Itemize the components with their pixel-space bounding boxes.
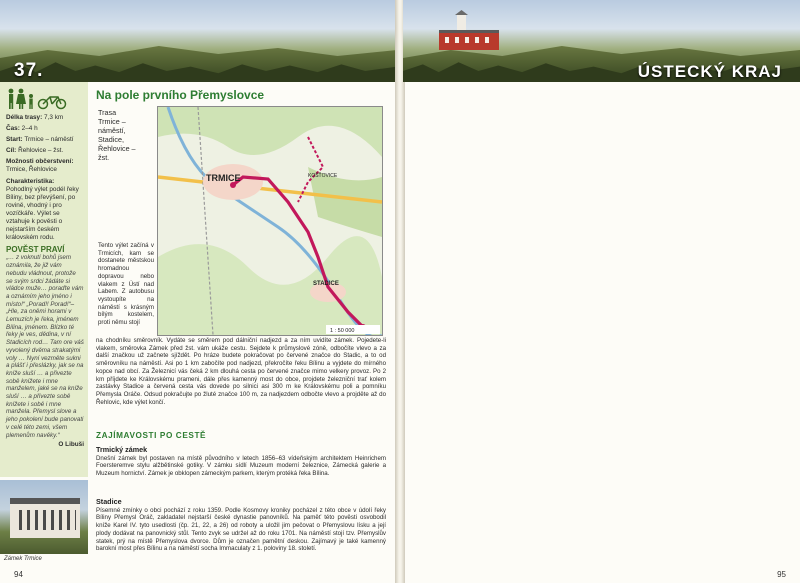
stadice-title: Stadice	[96, 497, 122, 506]
attractions-heading: ZAJÍMAVOSTI PO CESTĚ	[96, 431, 207, 440]
audience-icons	[6, 86, 84, 110]
route-paragraph: na chodníku směrovník. Vydáte se směrem pod dálniční nadjezd a za ním uvidíte zámek. Pojedete-li vlakem, směrovka Zámek před žst. vám ukáže cestu. Sejdete k průmyslové zóně, odbočíte vlevo a za další značkou už začnete sjíždět. Po hráze budete pokračovat po červené značce do Stadic, a to od směrovníku na náměstí. Asi po 1 km zabočíte pod nadjezd, překročíte řeku Bílinu a vyjdete do mírného kopce nad obcí. Za Železnicí vás čeká 2 km dlouhá cesta po červené značce mimo velkery provoz. Po 2 km příjdete ke Královskému prameni, dále přes kamenný most do obce, projdete železniční trať kolem zastávky Stadice a červená cesta vás dovede po silnici asi 300 m ke Královskému poli a pomníku Přemysla Oráče. Odsud pokračujte po žluté značce 100 m, za nadjezdem odbočte vlevo a projděte až do Řehlovic, kde výlet končí.	[96, 337, 386, 406]
route-line: Stadice,	[98, 135, 124, 144]
refresh-label: Možnosti občerstvení:	[6, 158, 74, 166]
time-value: 2–4 h	[21, 125, 38, 133]
mansion-photo	[0, 480, 88, 554]
characteristics-text: Pohodlný výlet podél řeky Bíliny, bez převýšení, po rovině, vhodný i pro vozíčkáře. Výlet se vztahuje k pověsti o nejstarším českém královském rodu.	[6, 185, 79, 242]
right-page	[403, 0, 800, 583]
intro-paragraph: Tento výlet začíná v Trmicích, kam se dostanete městskou hromadnou dopravou nebo vlakem z Ústí nad Labem. Z autobusu vystoupíte na náměstí s krásným bílým kostelem, proti němu stojí	[98, 242, 154, 327]
route-line: žst.	[98, 153, 110, 162]
refresh-value: Trmice, Řehlovice	[6, 166, 57, 174]
family-bike-icon	[6, 88, 70, 110]
stadice-section	[96, 498, 386, 553]
goal-value: Řehlovice – žst.	[18, 147, 64, 155]
legend-source: O Libuši	[58, 441, 84, 449]
route-line: Trmice –	[98, 117, 126, 126]
castle-illustration	[433, 10, 507, 56]
trmice-castle-text: Dnešní zámek byl postaven na místě původního v letech 1856–63 vídeňským architektem Heinrichem Foersteremve stylu alžbětinské gotiky. V zámku sídlí Muzeum moderní železnice, Zámecká galerie a Muzeum hornictví. Zámek je obklopen zámeckým parkem, kterým protéká řeka Bílina.	[96, 454, 386, 478]
route-line: náměstí,	[98, 126, 126, 135]
start-value: Trmice – náměstí	[24, 136, 74, 144]
goal-label: Cíl:	[6, 147, 17, 155]
mansion-photo-caption: Zámek Trmice	[4, 556, 42, 562]
characteristics-label: Charakteristika:	[6, 177, 55, 185]
chapter-number: 37.	[14, 60, 44, 81]
trmice-castle-title: Trmický zámek	[96, 445, 148, 454]
map-label-stadice: STADICE	[313, 281, 339, 287]
route-title: Na pole prvního Přemyslovce	[96, 88, 265, 102]
left-page	[0, 0, 397, 583]
time-label: Čas:	[6, 125, 20, 133]
left-page-number: 94	[14, 570, 23, 579]
route-map	[157, 106, 383, 336]
stadice-text: Písemné zmínky o obci pochází z roku 1359. Podle Kosmovy kroniky pocházel z této obce v údolí řeky Bíliny Přemysl Oráč, zakladatel nejstarší české dynastie panovníků. Na paměť této pověsti osvobodil kníže Karel IV. tyto usedlosti (čp. 21, 22, a 26) od roboty a uložil jim pečovat o Přemyslovu lísku a její plody dodávat na panovnický stůl. Tento zvyk se udržel až do roku 1701. Na náměstí stojí tzv. Přemyslův statek, prý na místě Přemyslova dvorce. Dům je označen pamětní deskou. Zajímavý je také kamenný barokní most přes Bílinu a na náměstí socha Immaculaty z 1. poloviny 18. století.	[96, 506, 386, 553]
start-label: Start:	[6, 136, 23, 144]
left-banner-photo	[0, 0, 397, 82]
route-summary	[98, 108, 153, 162]
region-title: ÚSTECKÝ KRAJ	[637, 62, 782, 81]
trmice-castle-section	[96, 446, 386, 478]
route-line: Řehlovice –	[98, 144, 136, 153]
right-page-number: 95	[777, 570, 786, 579]
left-sidebar	[0, 82, 88, 477]
distance-value: 7,3 km	[44, 114, 64, 121]
map-label-kostovice: KOŠŤOVICE	[308, 173, 338, 179]
legend-text: „… z voknutí bohů jsem oznámila, že již vám nebudu vládnout, protože se svým srdci žádáte si vládce muže… poraďte vám a oznámím jeho jméno i místo!“ „Porad!! Porad!“– „Hle, za oněmi horami v Lemuzích je řeka, jménem Bílina, jménem. Blízko té řeky je ves, dědina, v ní Stadicích rod… Tam ore váš vyvolený dvěma strakatými voly … Nyní vezměte sukni a plášť i přeslázky, jak se na kníže sluší … a přivezte sobě knížete i mne manželem, jaké se na kníže sluší … a přivezte sobě knížete i sobě i mne manžela. Přemysl slove a jeho pokolení bude panovati v celé této zemi, všem plemenům navěky.“	[6, 254, 84, 439]
map-label-trmice: TRMICE	[206, 173, 241, 183]
route-line: Trasa	[98, 108, 117, 117]
legend-title: POVĚST PRAVÍ	[6, 245, 65, 255]
map-scale: 1 : 50 000	[330, 328, 355, 334]
distance-label: Délka trasy:	[6, 114, 43, 121]
